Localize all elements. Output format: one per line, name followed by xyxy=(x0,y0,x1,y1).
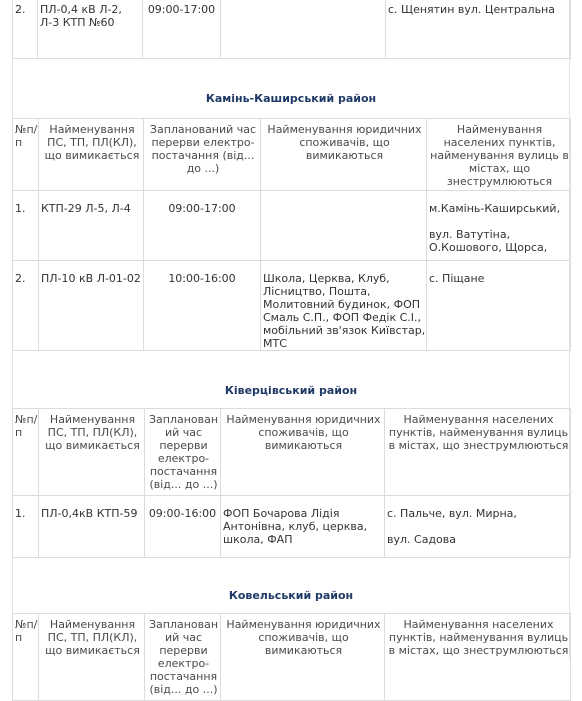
header-consumers: Найменування юридичних споживачів, що вимикаються xyxy=(221,409,385,496)
ps-name: ПЛ-0,4 кВ Л-2, Л-3 КТП №60 xyxy=(38,0,143,59)
header-ps: Найменування ПС, ТП, ПЛ(КЛ), що вимикається xyxy=(39,614,145,701)
consumers: Школа, Церква, Клуб, Лісництво, Пошта, Молитовний будинок, ФОП Смаль С.П., ФОП Федік С.І., мобільний зв'язок Київстар, МТС xyxy=(261,261,427,351)
header-ps: Найменування ПС, ТП, ПЛ(КЛ), що вимикається xyxy=(39,409,145,496)
ps-name: ПЛ-10 кВ Л-01-02 xyxy=(39,261,144,351)
header-time: Запланований час перерви електро-постачання (від... до ...) xyxy=(144,119,261,191)
row-number: 1. xyxy=(13,496,39,558)
settlements: с. Піщане xyxy=(427,261,571,351)
table-row xyxy=(13,0,571,59)
district-table-kivertsi xyxy=(12,408,571,558)
table-header-row xyxy=(13,119,571,191)
header-settlements: Найменування населених пунктів, найменування вулиць в містах, що знеструмлюються xyxy=(385,409,571,496)
settlements-line: м.Камінь-Каширський, xyxy=(429,202,561,215)
table-row xyxy=(13,191,571,261)
header-settlements: Найменування населених пунктів, найменування вулиць в містах, що знеструмлюються xyxy=(427,119,571,191)
district-table-kovel xyxy=(12,613,571,701)
outage-time: 09:00-16:00 xyxy=(145,496,221,558)
settlements xyxy=(427,191,571,261)
table-row xyxy=(13,496,571,558)
settlements-line: вул. Ватутіна, О.Кошового, Щорса, xyxy=(429,228,548,254)
table-header-row xyxy=(13,409,571,496)
outage-time: 09:00-17:00 xyxy=(143,0,221,59)
header-number: №п/п xyxy=(13,614,39,701)
settlements-line: вул. Садова xyxy=(387,533,456,546)
row-number: 1. xyxy=(13,191,39,261)
outage-time: 10:00-16:00 xyxy=(144,261,261,351)
header-consumers: Найменування юридичних споживачів, що вимикаються xyxy=(221,614,385,701)
header-number: №п/п xyxy=(13,119,39,191)
header-time: Запланований час перерви електро-постачання (від... до ...) xyxy=(145,409,221,496)
header-consumers: Найменування юридичних споживачів, що вимикаються xyxy=(261,119,427,191)
previous-district-table xyxy=(12,0,571,59)
district-title: Ківерцівський район xyxy=(224,384,358,397)
header-time: Запланований час перерви електро-постачання (від... до ...) xyxy=(145,614,221,701)
header-number: №п/п xyxy=(13,409,39,496)
district-title: Камінь-Каширський район xyxy=(205,92,377,105)
ps-name: КТП-29 Л-5, Л-4 xyxy=(39,191,144,261)
table-header-row xyxy=(13,614,571,701)
consumers xyxy=(261,191,427,261)
ps-name: ПЛ-0,4кВ КТП-59 xyxy=(39,496,145,558)
outage-time: 09:00-17:00 xyxy=(144,191,261,261)
district-title: Ковельський район xyxy=(228,589,354,602)
header-settlements: Найменування населених пунктів, найменування вулиць в містах, що знеструмлюються xyxy=(385,614,571,701)
table-row xyxy=(13,261,571,351)
settlements-line: с. Пальче, вул. Мирна, xyxy=(387,507,517,520)
consumers: ФОП Бочарова Лідія Антонівна, клуб, церква, школа, ФАП xyxy=(221,496,385,558)
settlements xyxy=(385,496,571,558)
district-table-kamin xyxy=(12,118,571,351)
settlements: с. Щенятин вул. Центральна xyxy=(386,0,571,59)
consumers xyxy=(221,0,386,59)
row-number: 2. xyxy=(13,0,38,59)
header-ps: Найменування ПС, ТП, ПЛ(КЛ), що вимикається xyxy=(39,119,144,191)
row-number: 2. xyxy=(13,261,39,351)
